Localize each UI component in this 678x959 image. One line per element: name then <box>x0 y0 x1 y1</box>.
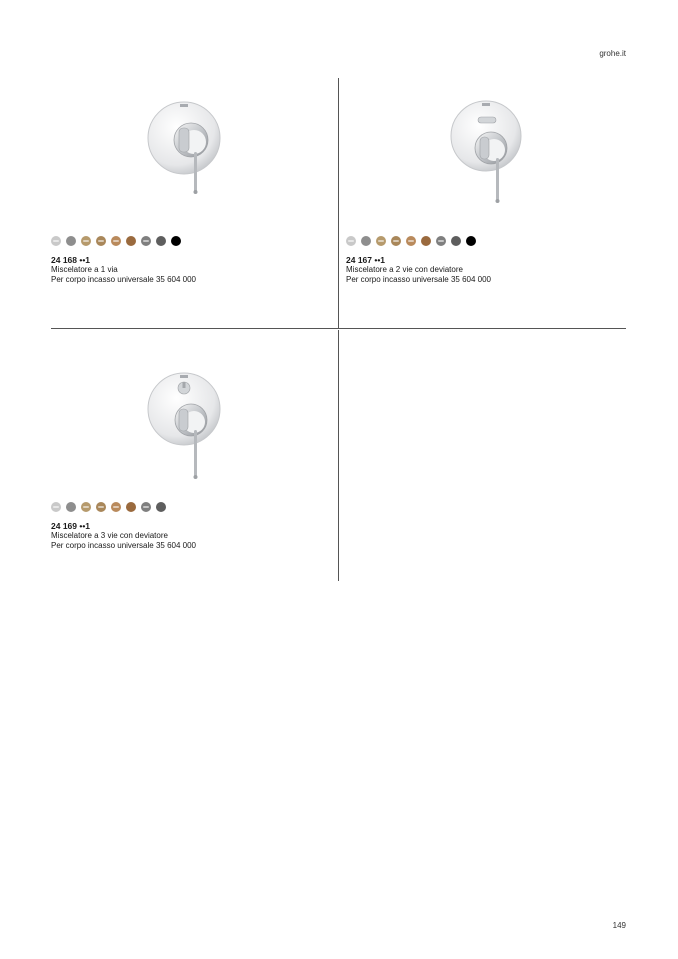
single-lever-mixer-image <box>51 90 311 230</box>
finish-swatch <box>111 236 121 246</box>
finish-swatch <box>51 502 61 512</box>
finish-swatch <box>376 236 386 246</box>
finish-swatch <box>111 502 121 512</box>
finish-swatch <box>436 236 446 246</box>
product-name: Miscelatore a 2 vie con deviatore <box>346 265 463 274</box>
finish-swatch <box>66 502 76 512</box>
finish-swatch <box>171 236 181 246</box>
finish-swatch <box>126 236 136 246</box>
finish-swatch <box>391 236 401 246</box>
column-divider-top <box>338 78 339 328</box>
product-code: 24 167 ••1 <box>346 255 386 265</box>
product-note: Per corpo incasso universale 35 604 000 <box>51 275 196 284</box>
product-name: Miscelatore a 1 via <box>51 265 118 274</box>
finish-swatch <box>466 236 476 246</box>
finish-swatch <box>81 236 91 246</box>
finish-swatch <box>451 236 461 246</box>
finish-swatches <box>346 236 476 246</box>
finish-swatches <box>51 502 166 512</box>
product-note: Per corpo incasso universale 35 604 000 <box>51 541 196 550</box>
row-divider <box>51 328 626 329</box>
finish-swatch <box>406 236 416 246</box>
two-way-mixer-image <box>346 90 606 230</box>
finish-swatch <box>96 502 106 512</box>
product-note: Per corpo incasso universale 35 604 000 <box>346 275 491 284</box>
finish-swatch <box>141 236 151 246</box>
finish-swatch <box>156 236 166 246</box>
finish-swatches <box>51 236 181 246</box>
finish-swatch <box>346 236 356 246</box>
finish-swatch <box>361 236 371 246</box>
finish-swatch <box>96 236 106 246</box>
three-way-mixer-image <box>51 356 311 496</box>
column-divider-bottom <box>338 330 339 581</box>
product-code: 24 168 ••1 <box>51 255 91 265</box>
finish-swatch <box>81 502 91 512</box>
finish-swatch <box>66 236 76 246</box>
finish-swatch <box>156 502 166 512</box>
page-number: 149 <box>612 921 626 930</box>
finish-swatch <box>421 236 431 246</box>
product-code: 24 169 ••1 <box>51 521 91 531</box>
finish-swatch <box>141 502 151 512</box>
finish-swatch <box>51 236 61 246</box>
finish-swatch <box>126 502 136 512</box>
site-url: grohe.it <box>599 49 626 58</box>
product-name: Miscelatore a 3 vie con deviatore <box>51 531 168 540</box>
